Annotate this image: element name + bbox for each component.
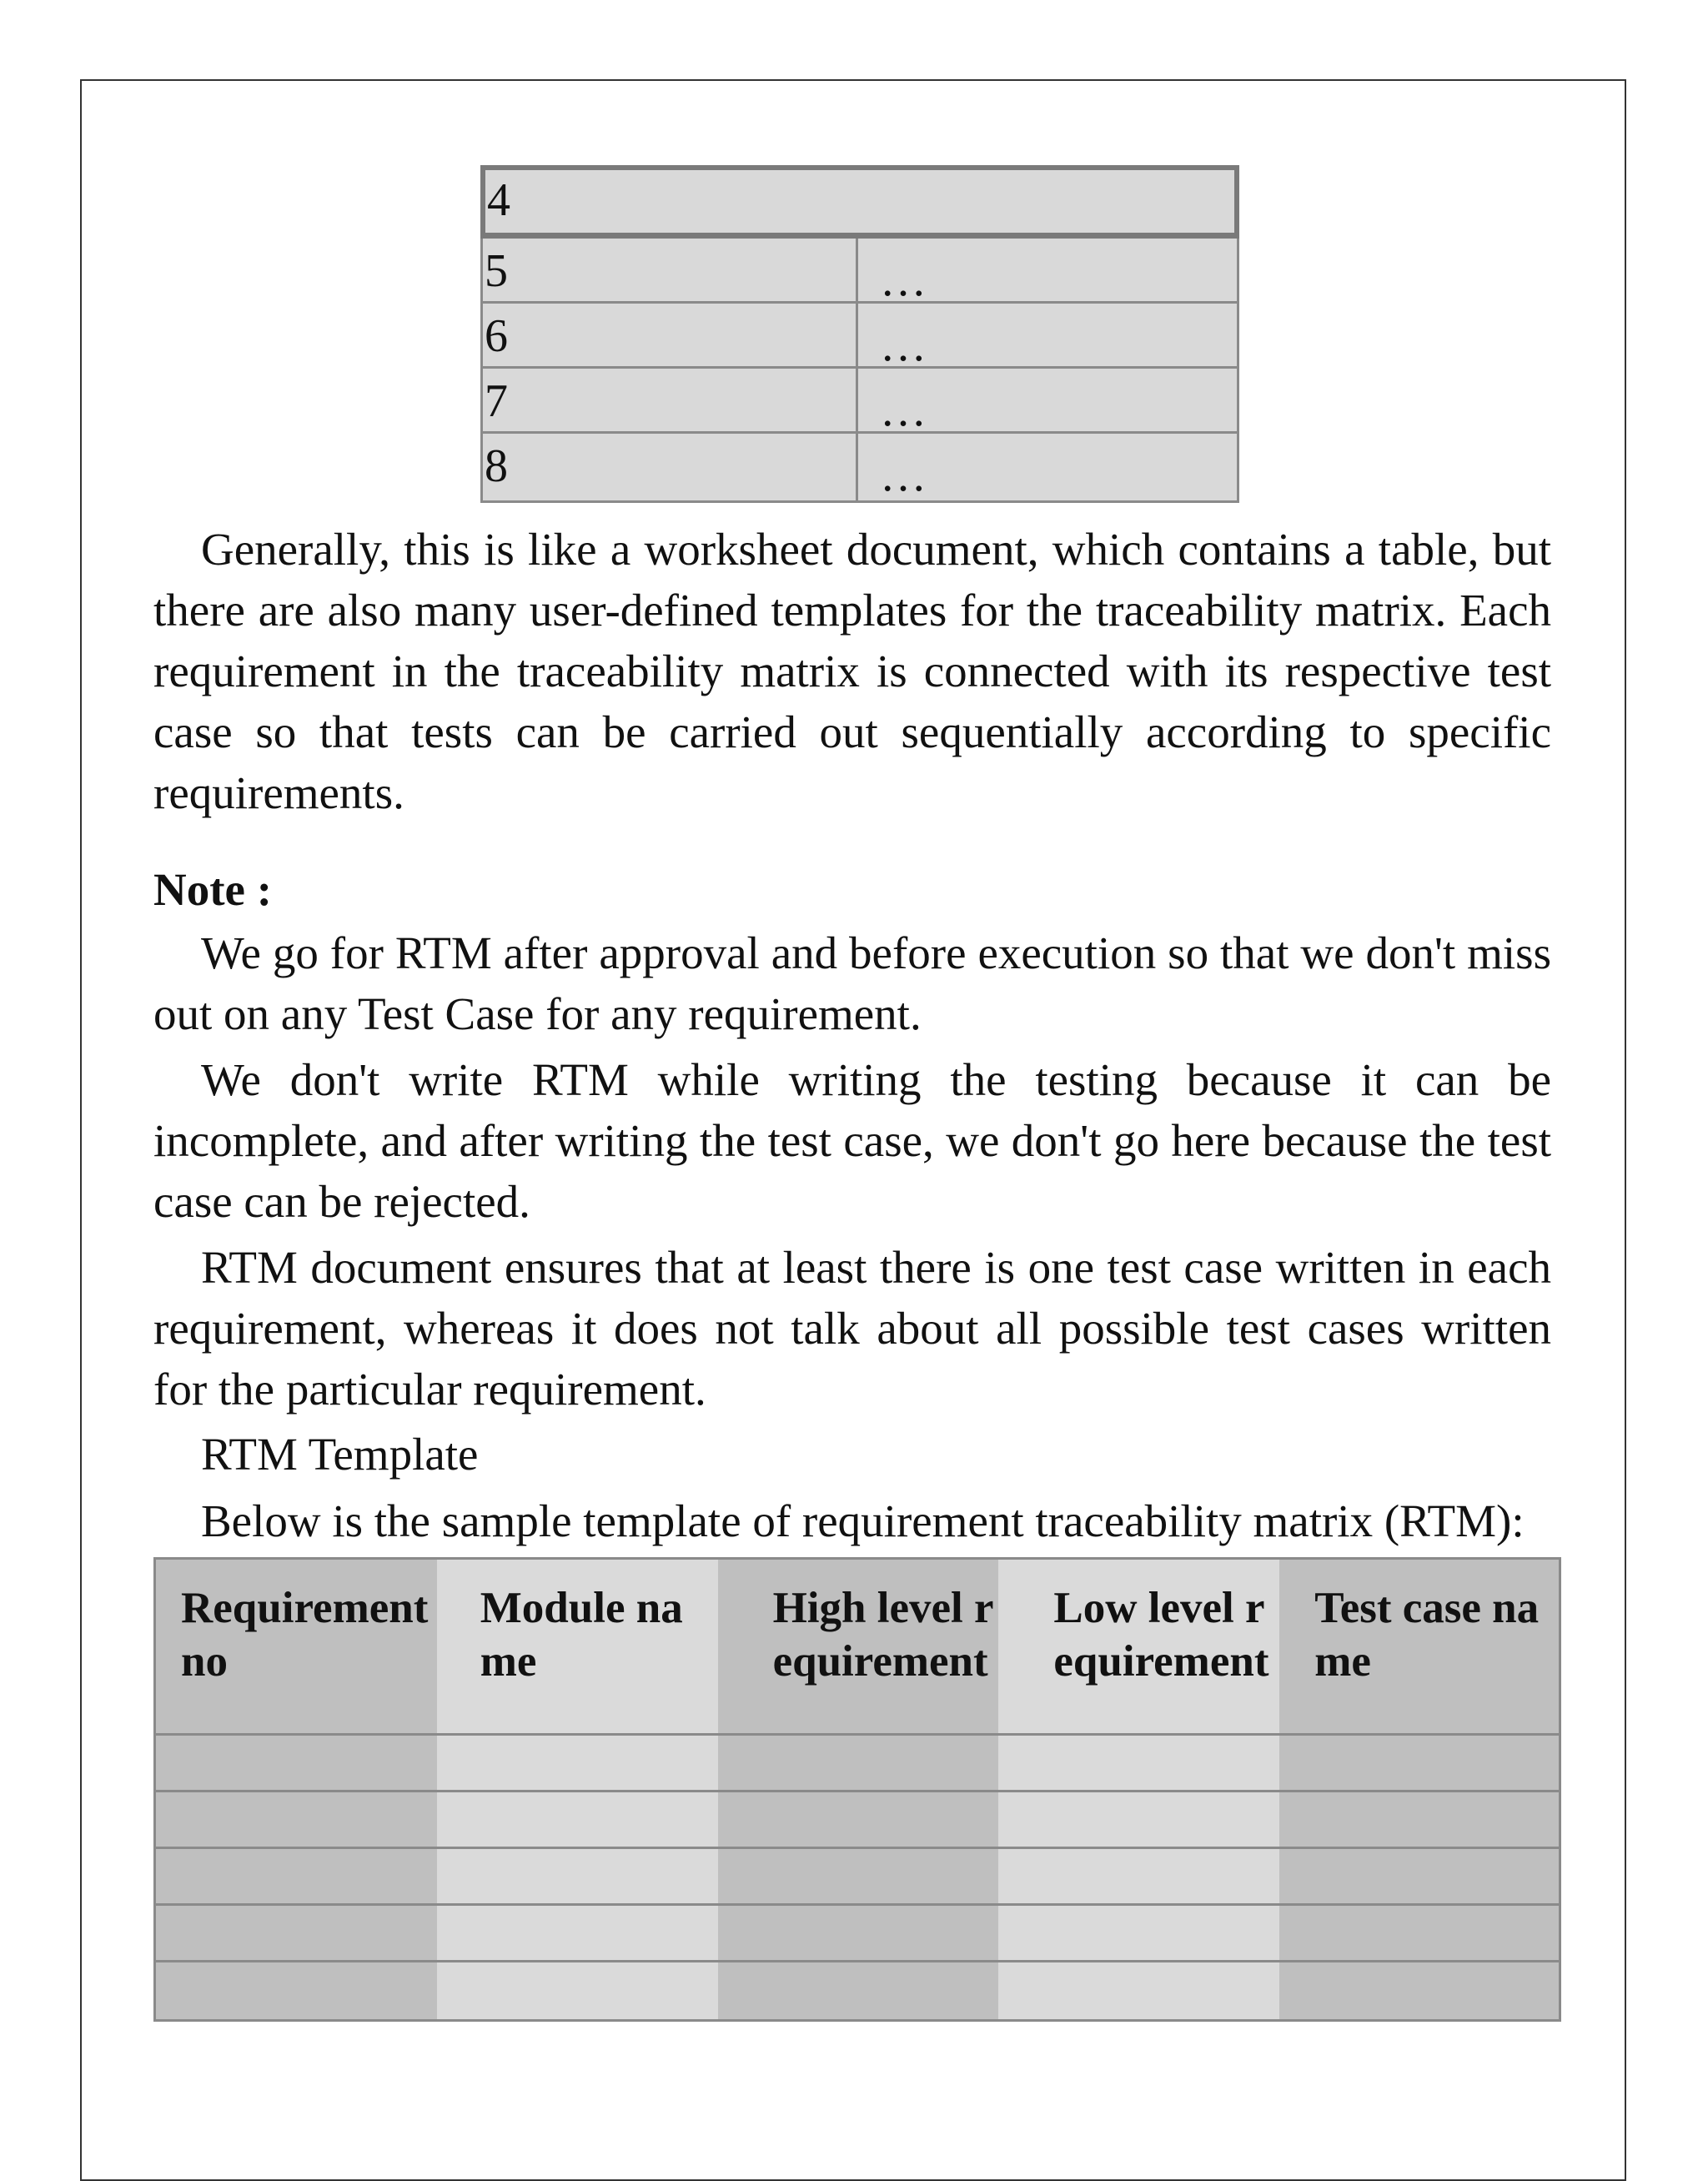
table-cell <box>998 1906 1279 1960</box>
table-row <box>156 1849 1559 1906</box>
header-requirement-no: Requirement no <box>156 1560 437 1733</box>
note-paragraph-2: We don't write RTM while writing the testing because it can be incomplete, and after writing the test case, we don't go here because the test case can be rejected. <box>153 1054 1551 1227</box>
note-paragraph-3: RTM document ensures that at least there is one test case written in each requirement, whereas it does not talk about all possible test cases written for the particular requirement. <box>153 1242 1551 1415</box>
table-cell <box>156 1792 437 1847</box>
header-high-level-requirement: High level requirement <box>718 1560 999 1733</box>
table-cell <box>437 1849 718 1903</box>
table-cell <box>998 1792 1279 1847</box>
table-cell <box>998 1849 1279 1903</box>
note-paragraph-1: We go for RTM after approval and before execution so that we don't miss out on any Test Case for any requirement. <box>153 927 1551 1039</box>
intro-paragraph: Generally, this is like a worksheet document, which contains a table, but there are also many user-defined templates for the traceability matrix. Each requirement in the traceability matrix is connected with its respective test case so that tests can be carried out sequentially according to specific requirements. <box>153 524 1551 818</box>
table-row <box>156 1962 1559 2019</box>
row-number: 8 <box>483 434 858 500</box>
table-cell <box>437 1962 718 2019</box>
table-cell <box>1279 1906 1559 1960</box>
intro-paragraph-block <box>153 519 1551 823</box>
table-row <box>483 434 1237 500</box>
header-low-level-requirement: Low level requirement <box>998 1560 1279 1733</box>
table-cell <box>1279 1962 1559 2019</box>
table-cell <box>718 1962 999 2019</box>
rtm-template-heading: RTM Template <box>201 1429 479 1480</box>
row-value: … <box>880 450 932 501</box>
table-cell <box>156 1962 437 2019</box>
note-paragraphs <box>153 922 1551 1420</box>
table-header-row <box>156 1560 1559 1736</box>
table-cell <box>718 1849 999 1903</box>
table-cell <box>437 1792 718 1847</box>
table-row <box>156 1906 1559 1962</box>
table-cell <box>437 1906 718 1960</box>
numbered-table <box>480 165 1239 503</box>
rtm-template-table <box>153 1557 1561 2022</box>
table-row <box>483 239 1237 304</box>
table-row <box>483 304 1237 369</box>
header-test-case-name: Test case name <box>1279 1560 1559 1733</box>
table-row <box>156 1792 1559 1849</box>
table-cell <box>437 1736 718 1790</box>
table-row <box>483 369 1237 434</box>
row-value: … <box>880 319 932 371</box>
table-row <box>156 1736 1559 1792</box>
table-cell <box>718 1906 999 1960</box>
table-row-4: 4 <box>480 165 1239 239</box>
table-cell <box>156 1849 437 1903</box>
table-cell <box>718 1792 999 1847</box>
rtm-intro-line: Below is the sample template of requirement traceability matrix (RTM): <box>201 1495 1525 1546</box>
table-cell <box>1279 1736 1559 1790</box>
row-value: … <box>880 384 932 436</box>
table-cell <box>1279 1792 1559 1847</box>
table-cell <box>998 1962 1279 2019</box>
row-number: 6 <box>483 304 858 366</box>
table-cell <box>718 1736 999 1790</box>
table-cell <box>1279 1849 1559 1903</box>
row-number: 5 <box>483 239 858 301</box>
table-cell <box>998 1736 1279 1790</box>
row-value: … <box>880 254 932 306</box>
row-number: 7 <box>483 369 858 431</box>
table-cell <box>156 1906 437 1960</box>
header-module-name: Module name <box>437 1560 718 1733</box>
table-cell <box>156 1736 437 1790</box>
note-heading: Note : <box>153 864 273 915</box>
